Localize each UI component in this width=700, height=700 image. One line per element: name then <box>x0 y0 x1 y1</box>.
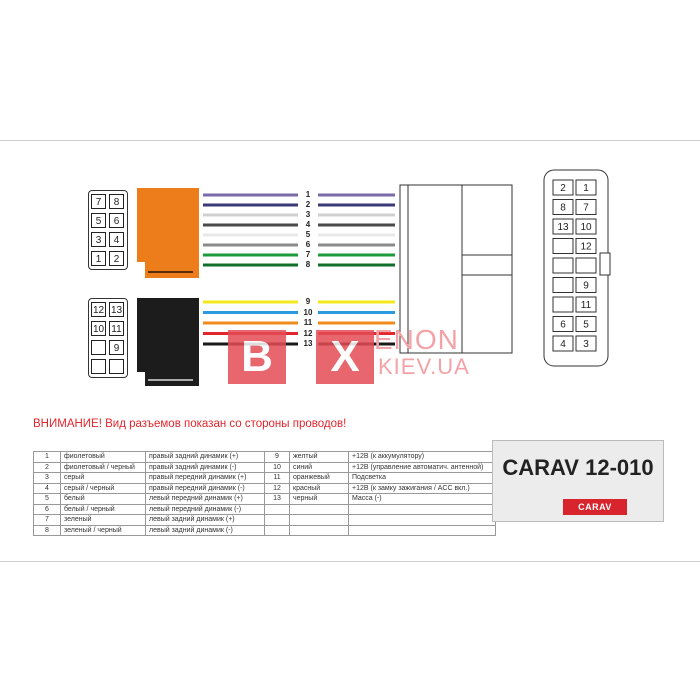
iso-pin-label: 13 <box>557 222 569 233</box>
iso-pin-label: 6 <box>560 319 566 331</box>
watermark-b: B <box>241 332 273 381</box>
wire-number: 3 <box>298 210 318 219</box>
legend-cell <box>349 515 496 526</box>
wire-number: 1 <box>298 190 318 199</box>
connector-pin: 1 <box>91 251 106 266</box>
legend-cell: зеленый / черный <box>61 525 146 536</box>
legend-cell <box>265 515 290 526</box>
iso-pin-label: 7 <box>583 202 589 214</box>
wire-number: 4 <box>298 220 318 229</box>
iso-pin-label: 4 <box>560 339 566 350</box>
legend-row <box>34 515 496 526</box>
legend-cell: 6 <box>34 504 61 515</box>
warning-text: ВНИМАНИЕ! Вид разъемов показан со стороны проводов! <box>33 418 347 430</box>
legend-cell: левый задний динамик (+) <box>146 515 265 526</box>
carav-logo: CARAV <box>563 499 627 515</box>
wire-number: 8 <box>298 260 318 269</box>
black-connector-block <box>137 298 199 386</box>
wire-number: 5 <box>298 230 318 239</box>
legend-row <box>34 473 496 484</box>
iso-pin-label: 8 <box>560 202 566 214</box>
legend-cell: 5 <box>34 494 61 505</box>
wire-number: 13 <box>298 339 318 348</box>
legend-cell: 2 <box>34 462 61 473</box>
watermark-x: X <box>330 332 360 381</box>
legend-cell: правый передний динамик (+) <box>146 473 265 484</box>
legend-cell: левый передний динамик (-) <box>146 504 265 515</box>
legend-cell: 1 <box>34 452 61 463</box>
legend-cell: правый передний динамик (-) <box>146 483 265 494</box>
legend-row <box>34 483 496 494</box>
iso-pin-label: 1 <box>583 183 589 194</box>
legend-cell: белый <box>61 494 146 505</box>
legend-cell: Подсветка <box>349 473 496 484</box>
legend-cell: желтый <box>290 452 349 463</box>
wire-number: 10 <box>298 308 318 317</box>
wire-legend-table <box>33 451 496 536</box>
connector-pin: 11 <box>109 321 124 336</box>
legend-row <box>34 452 496 463</box>
legend-cell: черный <box>290 494 349 505</box>
connector-pin: 3 <box>91 232 106 247</box>
connector-pin: 13 <box>109 302 124 317</box>
legend-cell: красный <box>290 483 349 494</box>
watermark-kiev: KIEV.UA <box>378 354 470 379</box>
wire-number: 11 <box>298 318 318 327</box>
iso-pin <box>553 239 573 254</box>
watermark-b-box <box>228 330 286 384</box>
legend-cell: белый / черный <box>61 504 146 515</box>
legend-cell: фиолетовый <box>61 452 146 463</box>
watermark-x-box <box>316 330 374 384</box>
connector-pin: 4 <box>109 232 124 247</box>
iso-pin <box>576 258 596 273</box>
iso-pin-label: 2 <box>560 183 566 194</box>
legend-cell: 3 <box>34 473 61 484</box>
iso-pin-label: 12 <box>580 241 592 253</box>
legend-cell: правый задний динамик (+) <box>146 452 265 463</box>
product-title: CARAV 12-010 <box>502 455 654 480</box>
legend-cell: 12 <box>265 483 290 494</box>
legend-cell <box>265 504 290 515</box>
legend-cell: +12В (управление автоматич. антенной) <box>349 462 496 473</box>
iso-pin-label: 9 <box>583 280 589 292</box>
iso-pin-label: 11 <box>580 300 592 311</box>
product-box <box>492 440 664 522</box>
legend-cell: левый задний динамик (-) <box>146 525 265 536</box>
legend-cell: синий <box>290 462 349 473</box>
legend-row <box>34 525 496 536</box>
iso-pin <box>553 278 573 293</box>
connector-pin: 6 <box>109 213 124 228</box>
legend-cell: 13 <box>265 494 290 505</box>
connector-pin: 9 <box>109 340 124 355</box>
legend-cell: +12В (к замку зажигания / ACC вкл.) <box>349 483 496 494</box>
wire-number: 7 <box>298 250 318 259</box>
legend-cell: +12В (к аккумулятору) <box>349 452 496 463</box>
legend-cell: Масса (-) <box>349 494 496 505</box>
wire-number: 2 <box>298 200 318 209</box>
connector-pin: 2 <box>109 251 124 266</box>
legend-cell: фиолетовый / черный <box>61 462 146 473</box>
legend-cell <box>349 525 496 536</box>
legend-cell <box>349 504 496 515</box>
connector-pin: 7 <box>91 194 106 209</box>
legend-cell: серый / черный <box>61 483 146 494</box>
legend-cell <box>290 515 349 526</box>
legend-cell: 4 <box>34 483 61 494</box>
iso-pin <box>553 297 573 312</box>
legend-cell <box>290 504 349 515</box>
legend-row <box>34 462 496 473</box>
legend-cell: левый передний динамик (+) <box>146 494 265 505</box>
legend-cell: 9 <box>265 452 290 463</box>
legend-row <box>34 504 496 515</box>
wire-number: 12 <box>298 329 318 338</box>
legend-row <box>34 494 496 505</box>
watermark-enon: ENON <box>374 324 459 355</box>
orange-connector-block <box>137 188 199 278</box>
legend-cell: правый задний динамик (-) <box>146 462 265 473</box>
iso-pin-label: 5 <box>583 319 589 331</box>
connector-pin: 10 <box>91 321 106 336</box>
iso-pin <box>553 258 573 273</box>
legend-cell: 7 <box>34 515 61 526</box>
connector-pin: 5 <box>91 213 106 228</box>
iso-pin-label: 10 <box>580 222 592 233</box>
legend-cell: 8 <box>34 525 61 536</box>
legend-cell <box>265 525 290 536</box>
wire-number: 6 <box>298 240 318 249</box>
legend-cell: 11 <box>265 473 290 484</box>
legend-cell: серый <box>61 473 146 484</box>
legend-cell: зеленый <box>61 515 146 526</box>
legend-cell: оранжевый <box>290 473 349 484</box>
connector-pin: 12 <box>91 302 106 317</box>
legend-cell <box>290 525 349 536</box>
iso-pin-label: 3 <box>583 339 589 350</box>
legend-cell: 10 <box>265 462 290 473</box>
wire-number: 9 <box>298 297 318 306</box>
connector-pin: 8 <box>109 194 124 209</box>
